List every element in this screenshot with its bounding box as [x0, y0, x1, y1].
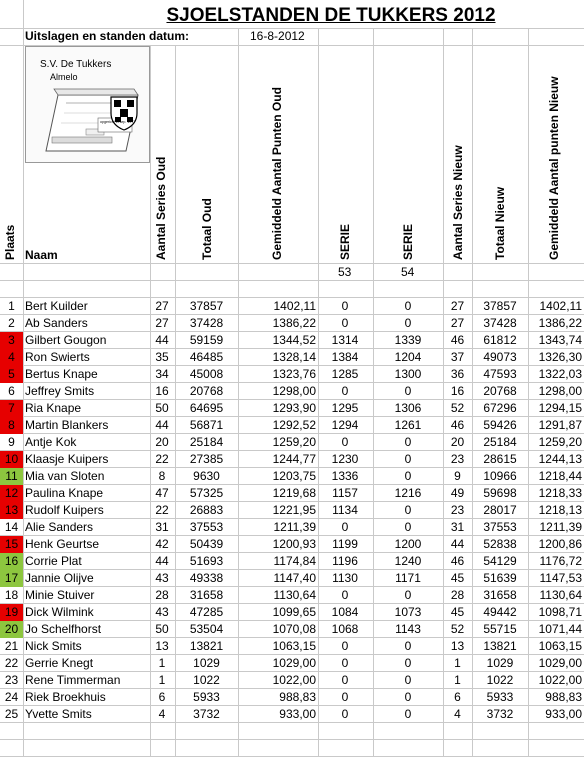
- cell-totaal-nieuw: 49073: [483, 350, 517, 364]
- cell-totaal-oud: 13821: [189, 639, 224, 653]
- cell-gemiddeld-oud: 1244,77: [272, 452, 316, 466]
- cell-naam: Nick Smits: [25, 639, 82, 653]
- header-totaal-oud: Totaal Oud: [200, 198, 214, 260]
- cell-plaats: 18: [4, 588, 19, 602]
- cell-aantal-series-oud: 20: [155, 435, 169, 449]
- cell-gemiddeld-nieuw: 1244,13: [538, 452, 582, 466]
- cell-aantal-series-oud: 44: [155, 554, 169, 568]
- cell-totaal-nieuw: 25184: [483, 435, 517, 449]
- cell-aantal-series-oud: 47: [155, 486, 169, 500]
- cell-gemiddeld-nieuw: 1098,71: [538, 605, 582, 619]
- cell-naam: Henk Geurtse: [25, 537, 100, 551]
- cell-naam: Bertus Knape: [25, 367, 98, 381]
- cell-gemiddeld-nieuw: 1402,11: [539, 299, 582, 313]
- cell-plaats: 4: [0, 349, 23, 366]
- table-row: [0, 366, 584, 383]
- cell-totaal-nieuw: 5933: [486, 690, 514, 704]
- cell-aantal-series-nieuw: 9: [454, 469, 461, 483]
- table-row: [0, 383, 584, 400]
- cell-plaats: 16: [0, 553, 23, 570]
- cell-gemiddeld-nieuw: 933,00: [545, 707, 582, 721]
- cell-serie-54: 0: [404, 452, 412, 466]
- cell-aantal-series-nieuw: 45: [450, 571, 465, 585]
- cell-totaal-oud: 50439: [189, 537, 224, 551]
- cell-aantal-series-oud: 8: [158, 469, 166, 483]
- cell-aantal-series-oud: 16: [155, 384, 169, 398]
- cell-aantal-series-oud: 44: [155, 333, 169, 347]
- table-row: [0, 587, 584, 604]
- cell-gemiddeld-oud: 933,00: [279, 707, 316, 721]
- cell-plaats: 6: [8, 384, 15, 398]
- cell-plaats: 11: [0, 468, 23, 485]
- cell-aantal-series-nieuw: 37: [450, 350, 465, 364]
- cell-aantal-series-nieuw: 23: [450, 503, 465, 517]
- cell-gemiddeld-nieuw: 1291,87: [538, 418, 582, 432]
- cell-totaal-oud: 46485: [189, 350, 224, 364]
- cell-serie-54: 0: [404, 690, 412, 704]
- cell-gemiddeld-oud: 1130,64: [273, 588, 316, 602]
- cell-gemiddeld-nieuw: 1259,20: [538, 435, 582, 449]
- cell-gemiddeld-nieuw: 1298,00: [538, 384, 582, 398]
- cell-serie-53: 1157: [332, 486, 358, 500]
- cell-gemiddeld-nieuw: 1022,00: [538, 673, 582, 687]
- cell-aantal-series-nieuw: 27: [450, 299, 465, 313]
- cell-naam: Yvette Smits: [25, 707, 92, 721]
- cell-naam: Ria Knape: [25, 401, 82, 415]
- cell-serie-53: 0: [341, 299, 349, 313]
- cell-aantal-series-oud: 35: [155, 350, 169, 364]
- cell-gemiddeld-nieuw: 1211,39: [539, 520, 582, 534]
- cell-plaats: 22: [4, 656, 19, 670]
- cell-serie-53: 1314: [331, 333, 359, 347]
- cell-totaal-oud: 37428: [189, 316, 224, 330]
- cell-aantal-series-oud: 43: [155, 605, 169, 619]
- cell-aantal-series-oud: 6: [158, 690, 166, 704]
- table-row: [0, 553, 584, 570]
- cell-serie-54: 1171: [395, 571, 421, 585]
- cell-totaal-nieuw: 52838: [483, 537, 517, 551]
- cell-gemiddeld-oud: 1328,14: [272, 350, 316, 364]
- cell-serie-53: 0: [341, 673, 349, 687]
- cell-totaal-oud: 57325: [189, 486, 224, 500]
- header-totaal-nieuw: Totaal Nieuw: [493, 186, 507, 260]
- cell-gemiddeld-nieuw: 1218,33: [538, 486, 582, 500]
- table-row: [0, 349, 584, 366]
- cell-totaal-nieuw: 28017: [483, 503, 517, 517]
- cell-plaats: 8: [0, 417, 23, 434]
- header-gemiddeld-oud: Gemiddeld Aantal Punten Oud: [270, 87, 284, 260]
- cell-gemiddeld-oud: 988,83: [279, 690, 316, 704]
- logo-city-text: Almelo: [50, 72, 78, 82]
- cell-gemiddeld-oud: 1200,93: [272, 537, 316, 551]
- cell-gemiddeld-nieuw: 1326,30: [538, 350, 582, 364]
- cell-naam: Gilbert Gougon: [25, 333, 107, 347]
- cell-totaal-nieuw: 20768: [483, 384, 517, 398]
- cell-serie-53: 0: [341, 588, 349, 602]
- cell-serie-53: 1196: [332, 554, 358, 568]
- cell-serie-53: 1230: [331, 452, 359, 466]
- cell-serie-54: 0: [404, 299, 412, 313]
- cell-serie-53: 0: [341, 316, 349, 330]
- cell-serie-53: 0: [341, 690, 349, 704]
- cell-serie-54: 1240: [394, 554, 422, 568]
- cell-totaal-nieuw: 59426: [483, 418, 517, 432]
- cell-naam: Jannie Olijve: [25, 571, 94, 585]
- cell-serie-54: 1339: [394, 333, 422, 347]
- cell-aantal-series-nieuw: 52: [450, 622, 465, 636]
- cell-gemiddeld-oud: 1323,76: [272, 367, 316, 381]
- cell-naam: Alie Sanders: [25, 520, 94, 534]
- cell-gemiddeld-nieuw: 1218,13: [538, 503, 582, 517]
- cell-serie-53: 1384: [331, 350, 359, 364]
- cell-plaats: 15: [0, 536, 23, 553]
- header-gemiddeld-nieuw: Gemiddeld Aantal punten Nieuw: [547, 76, 561, 260]
- cell-serie-53: 1134: [332, 503, 358, 517]
- cell-gemiddeld-oud: 1203,75: [272, 469, 316, 483]
- cell-totaal-nieuw: 3732: [486, 707, 514, 721]
- cell-gemiddeld-nieuw: 1147,53: [539, 571, 582, 585]
- cell-aantal-series-oud: 50: [155, 622, 169, 636]
- cell-serie-54: 1200: [394, 537, 422, 551]
- cell-plaats: 12: [0, 485, 23, 502]
- table-row: [0, 485, 584, 502]
- cell-naam: Ab Sanders: [25, 316, 88, 330]
- cell-gemiddeld-oud: 1174,84: [273, 554, 316, 568]
- header-aantal-series-oud: Aantal Series Oud: [154, 156, 168, 260]
- cell-serie-53: 1336: [331, 469, 359, 483]
- cell-plaats: 10: [0, 451, 23, 468]
- cell-serie-54: 0: [404, 588, 412, 602]
- cell-serie-53: 1084: [331, 605, 359, 619]
- cell-aantal-series-oud: 4: [158, 707, 166, 721]
- cell-totaal-nieuw: 10966: [483, 469, 517, 483]
- cell-plaats: 13: [0, 502, 23, 519]
- cell-totaal-nieuw: 59698: [483, 486, 517, 500]
- cell-totaal-nieuw: 49442: [483, 605, 517, 619]
- cell-gemiddeld-oud: 1147,40: [273, 571, 316, 585]
- table-row: [0, 706, 584, 723]
- cell-plaats: 25: [4, 707, 19, 721]
- table-row: [0, 298, 584, 315]
- cell-totaal-oud: 20768: [189, 384, 224, 398]
- cell-totaal-oud: 1022: [193, 673, 220, 687]
- cell-naam: Jeffrey Smits: [25, 384, 95, 398]
- cell-naam: Minie Stuiver: [25, 588, 95, 602]
- cell-aantal-series-nieuw: 16: [450, 384, 465, 398]
- page-title: SJOELSTANDEN DE TUKKERS 2012: [166, 5, 496, 26]
- cell-serie-54: 0: [404, 656, 412, 670]
- cell-gemiddeld-nieuw: 1218,44: [538, 469, 582, 483]
- cell-gemiddeld-oud: 1259,20: [272, 435, 316, 449]
- cell-naam: Gerrie Knegt: [25, 656, 94, 670]
- table-row: [0, 536, 584, 553]
- club-logo-graphic: [26, 47, 149, 162]
- serie-1-number: 53: [338, 265, 352, 279]
- cell-aantal-series-oud: 27: [155, 299, 169, 313]
- cell-aantal-series-oud: 28: [155, 588, 169, 602]
- header-plaats: Plaats: [3, 224, 17, 260]
- cell-aantal-series-nieuw: 1: [454, 673, 461, 687]
- cell-naam: Ron Swierts: [25, 350, 90, 364]
- cell-gemiddeld-oud: 1386,22: [272, 316, 316, 330]
- cell-serie-53: 0: [341, 384, 349, 398]
- cell-naam: Antje Kok: [25, 435, 77, 449]
- cell-gemiddeld-nieuw: 1130,64: [539, 588, 582, 602]
- cell-aantal-series-nieuw: 45: [450, 605, 465, 619]
- cell-naam: Paulina Knape: [25, 486, 104, 500]
- table-row: [0, 451, 584, 468]
- table-row: [0, 315, 584, 332]
- table-row: [0, 655, 584, 672]
- cell-gemiddeld-nieuw: 1200,86: [538, 537, 582, 551]
- table-row: [0, 332, 584, 349]
- cell-plaats: 1: [8, 299, 15, 313]
- cell-naam: Jo Schelfhorst: [25, 622, 102, 636]
- table-row: [0, 672, 584, 689]
- grid-line: [0, 280, 584, 281]
- cell-totaal-oud: 1029: [193, 656, 220, 670]
- cell-totaal-oud: 53504: [189, 622, 224, 636]
- table-row: [0, 400, 584, 417]
- cell-totaal-oud: 64695: [189, 401, 224, 415]
- cell-aantal-series-nieuw: 13: [450, 639, 465, 653]
- cell-totaal-nieuw: 37857: [483, 299, 517, 313]
- table-row: [0, 434, 584, 451]
- table-row: [0, 604, 584, 621]
- cell-naam: Klaasje Kuipers: [25, 452, 109, 466]
- cell-aantal-series-nieuw: 46: [450, 333, 465, 347]
- cell-naam: Martin Blankers: [25, 418, 109, 432]
- cell-serie-54: 0: [404, 469, 412, 483]
- cell-aantal-series-nieuw: 52: [450, 401, 465, 415]
- cell-aantal-series-oud: 1: [158, 656, 166, 670]
- cell-gemiddeld-nieuw: 1029,00: [538, 656, 582, 670]
- cell-plaats: 9: [8, 435, 15, 449]
- cell-plaats: 2: [8, 316, 15, 330]
- cell-totaal-nieuw: 37553: [483, 520, 517, 534]
- cell-totaal-oud: 26883: [189, 503, 224, 517]
- cell-gemiddeld-nieuw: 1176,72: [539, 554, 582, 568]
- table-row: [0, 638, 584, 655]
- serie-2-number: 54: [401, 265, 415, 279]
- cell-aantal-series-nieuw: 6: [454, 690, 461, 704]
- table-row: [0, 519, 584, 536]
- cell-totaal-oud: 25184: [189, 435, 224, 449]
- cell-totaal-oud: 37857: [189, 299, 224, 313]
- cell-serie-54: 0: [404, 520, 412, 534]
- logo-club-text: S.V. De Tukkers: [40, 59, 112, 70]
- cell-totaal-oud: 3732: [193, 707, 220, 721]
- cell-gemiddeld-oud: 1402,11: [273, 299, 316, 313]
- table-row: [0, 417, 584, 434]
- cell-plaats: 17: [0, 570, 23, 587]
- cell-naam: Bert Kuilder: [25, 299, 88, 313]
- cell-serie-54: 1143: [395, 622, 421, 636]
- cell-totaal-oud: 9630: [193, 469, 220, 483]
- cell-plaats: 20: [0, 621, 23, 638]
- cell-aantal-series-oud: 44: [155, 418, 169, 432]
- cell-totaal-oud: 27385: [189, 452, 224, 466]
- cell-aantal-series-oud: 43: [155, 571, 169, 585]
- cell-gemiddeld-nieuw: 1322,03: [538, 367, 582, 381]
- cell-aantal-series-nieuw: 28: [450, 588, 465, 602]
- cell-serie-54: 0: [404, 384, 412, 398]
- club-logo: [25, 46, 150, 163]
- cell-plaats: 23: [4, 673, 19, 687]
- cell-serie-53: 1199: [332, 537, 358, 551]
- cell-serie-53: 1130: [332, 571, 358, 585]
- cell-plaats: 24: [4, 690, 19, 704]
- cell-serie-54: 1073: [394, 605, 422, 619]
- cell-aantal-series-oud: 1: [158, 673, 166, 687]
- cell-naam: Corrie Plat: [25, 554, 82, 568]
- header-naam: Naam: [25, 248, 58, 262]
- cell-serie-53: 0: [341, 435, 349, 449]
- cell-gemiddeld-nieuw: 1071,44: [538, 622, 582, 636]
- cell-totaal-oud: 45008: [189, 367, 224, 381]
- cell-aantal-series-nieuw: 44: [450, 537, 465, 551]
- cell-aantal-series-oud: 50: [155, 401, 169, 415]
- cell-serie-54: 1216: [394, 486, 422, 500]
- cell-aantal-series-oud: 22: [155, 503, 169, 517]
- cell-aantal-series-oud: 13: [155, 639, 169, 653]
- cell-gemiddeld-oud: 1029,00: [272, 656, 316, 670]
- cell-totaal-oud: 31658: [189, 588, 224, 602]
- cell-naam: Riek Broekhuis: [25, 690, 106, 704]
- cell-gemiddeld-oud: 1063,15: [272, 639, 316, 653]
- cell-aantal-series-oud: 34: [155, 367, 169, 381]
- cell-aantal-series-oud: 42: [155, 537, 169, 551]
- cell-aantal-series-oud: 22: [155, 452, 169, 466]
- cell-aantal-series-oud: 31: [155, 520, 169, 534]
- cell-serie-54: 0: [404, 435, 412, 449]
- cell-gemiddeld-oud: 1211,39: [273, 520, 316, 534]
- cell-aantal-series-nieuw: 4: [454, 707, 461, 721]
- cell-totaal-nieuw: 61812: [483, 333, 517, 347]
- cell-aantal-series-nieuw: 46: [450, 418, 465, 432]
- header-serie-1: SERIE: [338, 223, 352, 260]
- cell-serie-53: 1294: [331, 418, 359, 432]
- cell-serie-54: 1261: [394, 418, 422, 432]
- cell-totaal-nieuw: 31658: [483, 588, 517, 602]
- cell-naam: Dick Wilmink: [25, 605, 94, 619]
- cell-totaal-nieuw: 67296: [483, 401, 517, 415]
- cell-serie-54: 1306: [394, 401, 422, 415]
- cell-plaats: 19: [0, 604, 23, 621]
- cell-gemiddeld-oud: 1292,52: [272, 418, 316, 432]
- cell-totaal-oud: 47285: [189, 605, 224, 619]
- header-serie-2: SERIE: [401, 223, 415, 260]
- cell-totaal-nieuw: 37428: [483, 316, 517, 330]
- cell-totaal-oud: 59159: [189, 333, 224, 347]
- cell-aantal-series-nieuw: 31: [450, 520, 465, 534]
- table-row: [0, 570, 584, 587]
- cell-totaal-oud: 49338: [189, 571, 224, 585]
- cell-serie-53: 1068: [331, 622, 359, 636]
- cell-totaal-oud: 5933: [193, 690, 220, 704]
- cell-plaats: 7: [0, 400, 23, 417]
- cell-gemiddeld-nieuw: 988,83: [545, 690, 582, 704]
- logo-founded-text: opgericht in sep. 1977: [100, 120, 136, 124]
- cell-totaal-oud: 56871: [189, 418, 224, 432]
- cell-totaal-nieuw: 55715: [483, 622, 517, 636]
- cell-gemiddeld-oud: 1298,00: [272, 384, 316, 398]
- cell-serie-53: 0: [341, 639, 349, 653]
- cell-plaats: 21: [4, 639, 19, 653]
- cell-naam: Rene Timmerman: [25, 673, 121, 687]
- cell-gemiddeld-oud: 1221,95: [272, 503, 316, 517]
- cell-serie-54: 1204: [394, 350, 422, 364]
- cell-totaal-nieuw: 54129: [483, 554, 517, 568]
- cell-serie-54: 0: [404, 707, 412, 721]
- cell-gemiddeld-nieuw: 1343,74: [538, 333, 582, 347]
- cell-serie-54: 0: [404, 503, 412, 517]
- cell-serie-53: 0: [341, 656, 349, 670]
- cell-serie-54: 0: [404, 639, 412, 653]
- header-aantal-series-nieuw: Aantal Series Nieuw: [451, 145, 465, 260]
- cell-aantal-series-nieuw: 20: [450, 435, 465, 449]
- cell-plaats: 14: [4, 520, 19, 534]
- cell-totaal-oud: 51693: [189, 554, 224, 568]
- datum-value: 16-8-2012: [250, 29, 305, 43]
- cell-serie-53: 0: [341, 707, 349, 721]
- cell-aantal-series-nieuw: 23: [450, 452, 465, 466]
- cell-naam: Mia van Sloten: [25, 469, 105, 483]
- datum-label: Uitslagen en standen datum:: [25, 29, 190, 43]
- cell-serie-54: 0: [404, 673, 412, 687]
- cell-totaal-nieuw: 13821: [483, 639, 517, 653]
- cell-aantal-series-nieuw: 27: [450, 316, 465, 330]
- cell-gemiddeld-nieuw: 1294,15: [538, 401, 582, 415]
- cell-aantal-series-nieuw: 36: [450, 367, 465, 381]
- cell-totaal-nieuw: 1022: [486, 673, 514, 687]
- cell-serie-53: 0: [341, 520, 349, 534]
- cell-gemiddeld-nieuw: 1063,15: [538, 639, 582, 653]
- grid-line: [0, 263, 584, 264]
- cell-aantal-series-nieuw: 49: [450, 486, 465, 500]
- cell-gemiddeld-oud: 1344,52: [272, 333, 316, 347]
- table-row: [0, 689, 584, 706]
- cell-gemiddeld-oud: 1070,08: [272, 622, 316, 636]
- cell-gemiddeld-oud: 1293,90: [272, 401, 316, 415]
- cell-serie-54: 1300: [394, 367, 422, 381]
- cell-gemiddeld-oud: 1219,68: [272, 486, 316, 500]
- cell-gemiddeld-oud: 1099,65: [272, 605, 316, 619]
- cell-totaal-nieuw: 28615: [483, 452, 517, 466]
- grid-line: [0, 739, 584, 740]
- cell-plaats: 5: [0, 366, 23, 383]
- cell-totaal-oud: 37553: [189, 520, 224, 534]
- cell-totaal-nieuw: 1029: [486, 656, 514, 670]
- cell-serie-54: 0: [404, 316, 412, 330]
- table-row: [0, 468, 584, 485]
- cell-plaats: 3: [0, 332, 23, 349]
- table-row: [0, 621, 584, 638]
- cell-totaal-nieuw: 51639: [483, 571, 517, 585]
- cell-naam: Rudolf Kuipers: [25, 503, 104, 517]
- cell-aantal-series-nieuw: 46: [450, 554, 465, 568]
- cell-aantal-series-nieuw: 1: [454, 656, 461, 670]
- cell-serie-53: 1295: [331, 401, 359, 415]
- table-row: [0, 502, 584, 519]
- cell-totaal-nieuw: 47593: [483, 367, 517, 381]
- cell-aantal-series-oud: 27: [155, 316, 169, 330]
- cell-gemiddeld-nieuw: 1386,22: [538, 316, 582, 330]
- cell-gemiddeld-oud: 1022,00: [272, 673, 316, 687]
- cell-serie-53: 1285: [331, 367, 359, 381]
